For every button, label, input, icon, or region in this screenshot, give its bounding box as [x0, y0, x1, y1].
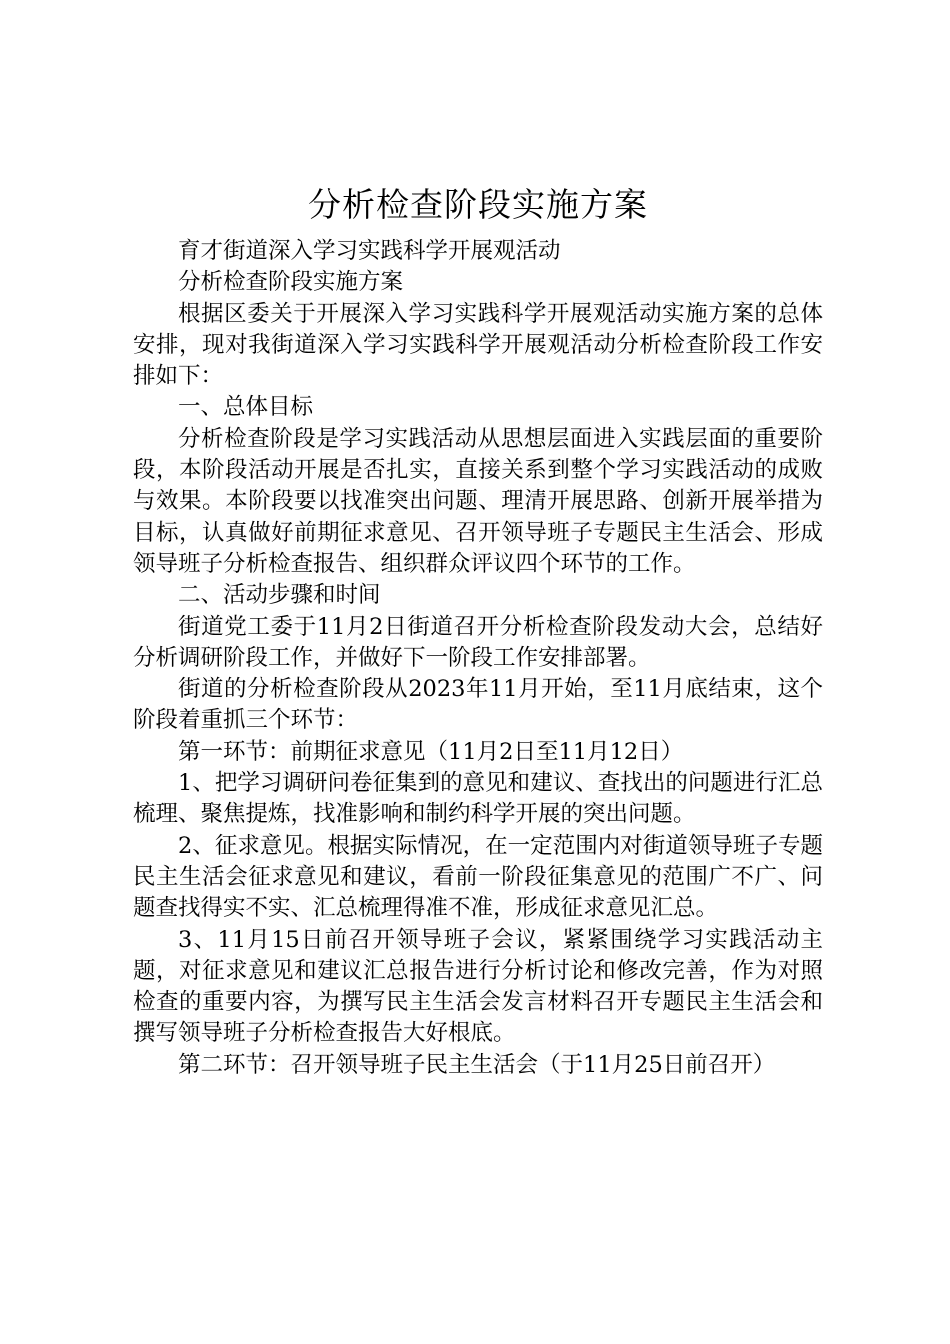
paragraph-item-3: 3、11月15日前召开领导班子会议，紧紧围绕学习实践活动主题，对征求意见和建议汇总报告进行分析讨论和修改完善，作为对照检查的重要内容，为撰写民主生活会发言材料召开专题民主生活会和撰写领导班子分析检查报告大好根底。 [133, 926, 823, 1047]
paragraph-intro: 根据区委关于开展深入学习实践科学开展观活动实施方案的总体安排，现对我街道深入学习实践科学开展观活动分析检查阶段工作安排如下： [133, 300, 823, 390]
paragraph-item-2: 2、征求意见。根据实际情况，在一定范围内对街道领导班子专题民主生活会征求意见和建议，看前一阶段征集意见的范围广不广、问题查找得实不实、汇总梳理得准不准，形成征求意见汇总。 [133, 832, 823, 922]
paragraph-subtitle: 分析检查阶段实施方案 [178, 269, 404, 296]
document-page [133, 178, 823, 1081]
heading-stage-two: 第二环节：召开领导班子民主生活会（于11月25日前召开） [178, 1051, 776, 1078]
heading-steps-and-time: 二、活动步骤和时间 [178, 582, 381, 609]
paragraph-goal-body: 分析检查阶段是学习实践活动从思想层面进入实践层面的重要阶段，本阶段活动开展是否扎实，直接关系到整个学习实践活动的成败与效果。本阶段要以找准突出问题、理清开展思路、创新开展举措为目标，认真做好前期征求意见、召开领导班子专题民主生活会、形成领导班子分析检查报告、组织群众评议四个环节的工作。 [133, 425, 823, 577]
paragraph-stage-period: 街道的分析检查阶段从2023年11月开始，至11月底结束，这个阶段着重抓三个环节： [133, 676, 823, 734]
document-title: 分析检查阶段实施方案 [308, 185, 648, 224]
paragraph-kickoff-meeting: 街道党工委于11月2日街道召开分析检查阶段发动大会，总结好分析调研阶段工作，并做好下一阶段工作安排部署。 [133, 613, 823, 671]
heading-general-goal: 一、总体目标 [178, 394, 314, 421]
paragraph-org-line: 育才街道深入学习实践科学开展观活动 [178, 238, 561, 264]
heading-stage-one: 第一环节：前期征求意见（11月2日至11月12日） [178, 738, 684, 765]
paragraph-item-1: 1、把学习调研问卷征集到的意见和建议、查找出的问题进行汇总梳理、聚焦提炼，找准影响和制约科学开展的突出问题。 [133, 770, 823, 828]
